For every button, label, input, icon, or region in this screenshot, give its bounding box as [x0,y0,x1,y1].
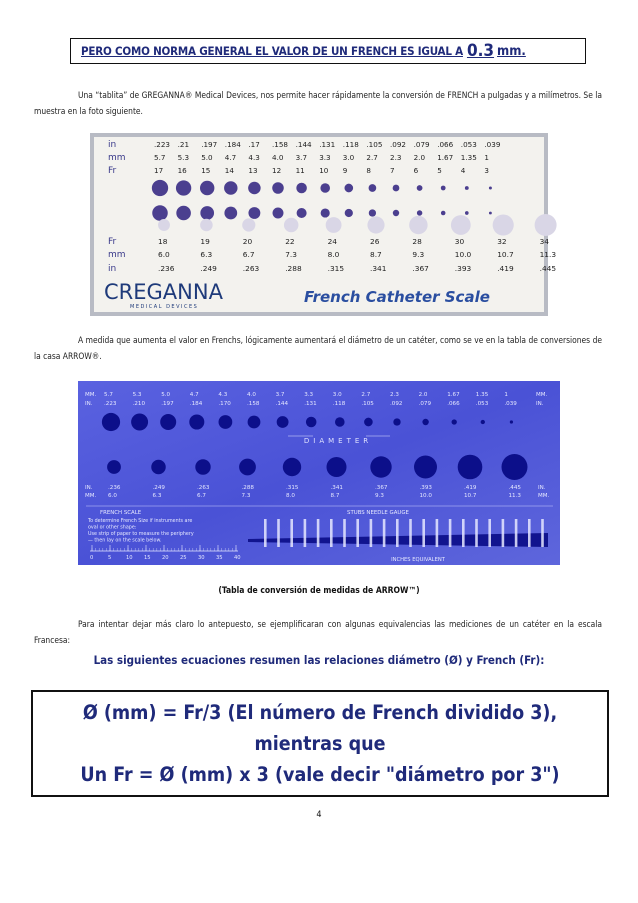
creganna-label-bottom: Fr [108,237,117,247]
creganna-dot-top [441,186,446,191]
creganna-value-bottom: 7.3 [285,250,297,259]
arrow-value-mm: 4.7 [189,392,199,398]
creganna-value: 1 [484,153,489,162]
arrow-value-mm-bottom: 6.7 [197,493,206,499]
creganna-dot-top [200,181,214,195]
ruler-tick-label: 40 [234,555,241,561]
creganna-dot-top [369,184,377,192]
creganna-dot-top-row2 [273,208,284,219]
arrow-value-in: .079 [418,401,432,407]
arrow-dot-top [306,417,317,428]
creganna-value-bottom: .249 [200,264,217,273]
arrow-scale-photo [78,381,560,565]
ruler-tick-label: 5 [108,555,112,561]
arrow-value-in: .170 [218,401,231,407]
paragraph-example [34,616,602,648]
creganna-label-top: Fr [108,166,117,176]
creganna-dot-top-row2 [152,205,168,221]
creganna-value-bottom: 6.7 [242,250,255,259]
needle-gauge-title: STUBS NEEDLE GAUGE [347,510,409,516]
needle-gauge-mark [317,519,320,547]
arrow-value-in-bottom: .445 [508,485,521,491]
creganna-value: .092 [390,140,407,149]
creganna-value: .053 [460,140,477,149]
creganna-dot-top-row2 [465,211,469,215]
arrow-value-mm: 1.67 [447,392,460,398]
creganna-value: 5.7 [154,153,166,162]
arrow-value-in: .053 [475,401,489,407]
equations-box [31,690,609,797]
arrow-value-mm: 2.3 [390,392,399,398]
creganna-value: 17 [154,166,164,175]
arrow-value-mm: 3.0 [332,392,342,398]
creganna-dot-bottom [326,217,342,233]
creganna-value: 12 [272,166,282,175]
creganna-value-bottom: 26 [370,237,380,246]
creganna-value: 3 [484,166,489,175]
creganna-value-bottom: 24 [327,237,338,246]
creganna-dot-top [224,181,237,194]
creganna-value-bottom: 10.7 [497,250,514,259]
creganna-value-bottom: 34 [539,237,550,246]
needle-gauge-mark [409,519,412,547]
equation-diameter: Ø (mm) = Fr/3 (El número de French dividido 3), [82,701,558,724]
needle-gauge-mark [383,519,386,547]
creganna-value: .131 [319,140,336,149]
arrow-value-mm: 3.7 [275,392,285,398]
arrow-dot-top [393,418,400,425]
section-heading [70,38,586,64]
arrow-dot-bottom [370,456,391,477]
arrow-dot-bottom [195,459,210,474]
needle-gauge-mark [528,519,531,547]
creganna-value: .21 [177,140,190,149]
arrow-value-mm-bottom: 11.3 [508,493,521,499]
creganna-label-bottom: in [108,264,117,274]
arrow-dot-top [219,415,233,429]
creganna-value: .184 [224,140,241,149]
creganna-dot-top-row2 [248,207,260,219]
creganna-value-bottom: 10.0 [454,250,472,259]
ruler-tick-label: 30 [198,555,205,561]
creganna-logo-subtitle: MEDICAL DEVICES [130,304,199,310]
arrow-dot-bottom [283,458,301,476]
needle-gauge-mark [462,519,465,547]
ruler-tick-label: 10 [126,555,133,561]
arrow-value-in: .066 [447,401,460,407]
creganna-dot-top-row2 [393,210,399,216]
french-scale-instruction: oval or other shape: [88,525,137,531]
creganna-value: .158 [272,140,289,149]
french-scale-instruction: — then lay on the scale below. [88,538,162,544]
needle-gauge-mark [290,519,293,547]
creganna-dot-bottom [242,218,255,231]
arrow-value-in-bottom: .419 [464,485,477,491]
creganna-dot-top [176,180,191,195]
paragraph-arrow-text: A medida que aumenta el valor en Frenchs, lógicamente aumentará el diámetro de un catéter, como se ve en la tabla de conversiones de la casa ARROW®. [34,335,602,361]
arrow-label-mm-bottom: MM. [85,493,97,499]
creganna-dot-top [489,187,492,190]
creganna-value: 5.0 [201,153,213,162]
creganna-value: 16 [177,166,187,175]
creganna-dot-top-row2 [176,206,191,221]
arrow-label-in: IN. [85,401,93,407]
arrow-value-in-bottom: .236 [108,485,121,491]
paragraph-creganna-text: Una “tablita” de GREGANNA® Medical Devices, nos permite hacer rápidamente la conversión de FRENCH a pulgadas y a milímetros. Se la muestra en la foto siguiente. [34,90,602,116]
ruler-tick-label: 15 [144,555,151,561]
arrow-value-mm: 1 [504,392,508,398]
creganna-value: 1.67 [437,153,454,162]
creganna-value: 1.35 [460,153,477,162]
arrow-dot-bottom [326,457,346,477]
arrow-value-mm-bottom: 7.3 [241,493,251,499]
creganna-scale-photo [90,133,557,316]
creganna-value: 7 [390,166,395,175]
arrow-value-mm: 5.3 [132,392,142,398]
creganna-value-bottom: .445 [539,264,557,273]
creganna-dot-top-row2 [321,208,330,217]
creganna-dot-top-row2 [369,209,376,216]
ruler-tick-label: 35 [216,555,223,561]
arrow-value-mm-bottom: 6.0 [108,493,117,499]
creganna-value: .066 [437,140,454,149]
creganna-value: .197 [201,140,218,149]
inches-equivalent-label: INCHES EQUIVALENT [391,557,445,563]
creganna-value-bottom: 28 [412,237,422,246]
heading-value: 0.3 [466,41,495,61]
creganna-label-top: mm [108,153,126,163]
creganna-logo-text: CREGANNA [104,280,223,304]
creganna-value: 13 [248,166,258,175]
creganna-value: 4.0 [272,153,284,162]
creganna-value: 15 [201,166,211,175]
creganna-dot-top-row2 [345,209,353,217]
arrow-value-in: .210 [132,401,146,407]
arrow-value-mm-bottom: 10.0 [419,493,432,499]
creganna-dot-bottom [409,216,427,234]
arrow-value-mm: 2.7 [361,392,371,398]
creganna-label-top: in [108,140,117,150]
arrow-value-mm: 3.3 [304,392,314,398]
creganna-dot-bottom [535,214,557,236]
creganna-value: 5.3 [177,153,190,162]
ruler-tick-label: 0 [90,555,94,561]
creganna-value: 6 [413,166,419,175]
needle-gauge-mark [541,519,544,547]
arrow-value-mm: 5.7 [104,392,113,398]
arrow-dot-top [364,418,373,427]
creganna-value: 3.7 [295,153,308,162]
arrow-value-in-bottom: .315 [286,485,299,491]
creganna-dot-top [272,182,284,194]
creganna-value-bottom: 19 [200,237,210,246]
creganna-value-bottom: 22 [285,237,295,246]
arrow-dot-bottom [502,454,528,480]
arrow-dot-bottom [239,459,256,476]
arrow-value-mm: 4.3 [218,392,228,398]
creganna-value: .144 [295,140,312,149]
creganna-dot-bottom [200,219,213,232]
creganna-value-bottom: .288 [285,264,302,273]
arrow-value-mm-bottom: 10.7 [464,493,477,499]
paragraph-creganna [34,87,602,119]
arrow-value-in: .131 [304,401,317,407]
arrow-dot-bottom [151,460,165,474]
ruler-tick-label: 25 [180,555,187,561]
creganna-dot-top [417,185,423,191]
creganna-value: 9 [342,166,348,175]
creganna-value-bottom: 32 [497,237,507,246]
creganna-value: 2.0 [413,153,426,162]
arrow-value-in: .144 [275,401,289,407]
needle-gauge-mark [436,519,439,547]
arrow-value-mm: 4.0 [247,392,256,398]
equations-subheading: Las siguientes ecuaciones resumen las relaciones diámetro (Ø) y French (Fr): [93,653,545,667]
arrow-dot-top [102,413,120,431]
arrow-value-mm: 5.0 [161,392,171,398]
creganna-dot-top [152,180,168,196]
creganna-value-bottom: 18 [158,237,168,246]
needle-gauge-mark [264,519,267,547]
creganna-dot-top [393,185,400,192]
arrow-label-mm-bottom-right: MM. [538,493,550,499]
creganna-dot-top-row2 [489,212,492,215]
arrow-value-in: .092 [390,401,403,407]
french-scale-instruction: Use strip of paper to measure the periphery [88,532,194,537]
creganna-dot-top [344,184,353,193]
arrow-value-mm-bottom: 8.0 [286,493,295,499]
arrow-value-in: .118 [332,401,346,407]
needle-gauge-mark [370,519,373,547]
heading-unit: mm. [497,43,526,59]
arrow-value-in-bottom: .341 [330,485,343,491]
creganna-dot-bottom [158,219,170,231]
creganna-dot-top [248,182,260,194]
creganna-value: 4.7 [224,153,237,162]
arrow-value-mm: 1.35 [475,392,489,398]
needle-gauge-mark [515,519,518,547]
arrow-dot-top [510,420,513,423]
arrow-value-in: .184 [189,401,203,407]
arrow-value-mm-bottom: 8.7 [330,493,340,499]
creganna-label-bottom: mm [108,250,126,260]
needle-gauge-mark [502,519,505,547]
creganna-dot-top-row2 [224,207,237,220]
creganna-value-bottom: 11.3 [539,250,557,259]
needle-gauge-mark [304,519,307,547]
arrow-dot-bottom [458,455,483,480]
figure-caption: (Tabla de conversión de medidas de ARROW™) [218,586,420,596]
needle-gauge-mark [422,519,425,547]
arrow-dot-top [481,420,485,424]
creganna-value-bottom: 6.0 [158,250,170,259]
arrow-value-in: .197 [161,401,174,407]
heading-text: PERO COMO NORMA GENERAL EL VALOR DE UN FRENCH ES IGUAL A [81,44,463,58]
creganna-value-bottom: 6.3 [200,250,213,259]
arrow-dot-top [452,419,457,424]
arrow-dot-top [160,414,176,430]
creganna-dot-top-row2 [297,208,307,218]
creganna-dot-top [465,186,469,190]
creganna-dot-top-row2 [200,206,214,220]
needle-gauge-mark [343,519,346,547]
arrow-value-in-bottom: .288 [241,485,254,491]
creganna-value: 8 [366,166,371,175]
creganna-value-bottom: .236 [158,264,175,273]
creganna-value: 3.3 [319,153,331,162]
creganna-value: 2.3 [390,153,402,162]
arrow-label-mm-right: MM. [536,392,548,398]
equation-french: Un Fr = Ø (mm) x 3 (vale decir "diámetro por 3") [80,763,560,786]
needle-gauge-mark [330,519,333,547]
creganna-dot-top [320,183,330,193]
creganna-value-bottom: 30 [454,237,465,246]
page-number: 4 [316,810,322,820]
creganna-value: 14 [224,166,234,175]
creganna-dot-top [296,183,307,194]
creganna-value-bottom: 8.0 [327,250,340,259]
arrow-dot-bottom [414,456,437,479]
arrow-dot-top [189,414,204,429]
arrow-dot-bottom [107,460,121,474]
creganna-value-bottom: .393 [454,264,472,273]
french-scale-title: FRENCH SCALE [100,510,142,516]
needle-gauge-mark [475,519,478,547]
creganna-value-bottom: .367 [412,264,429,273]
arrow-value-in-bottom: .393 [419,485,432,491]
creganna-value: 11 [295,166,305,175]
needle-gauge-mark [488,519,491,547]
arrow-value-mm: 2.0 [418,392,428,398]
arrow-dot-top [335,417,345,427]
arrow-value-in-bottom: .263 [197,485,210,491]
needle-gauge-mark [396,519,399,547]
arrow-dot-top [131,414,148,431]
creganna-value: .223 [154,140,171,149]
creganna-value: .079 [413,140,430,149]
creganna-value: 4 [460,166,466,175]
creganna-value-bottom: .341 [370,264,387,273]
creganna-dot-top-row2 [417,210,422,215]
arrow-value-in-bottom: .367 [375,485,388,491]
creganna-value: 4.3 [248,153,260,162]
creganna-dot-top-row2 [441,211,446,216]
needle-gauge-mark [449,519,452,547]
arrow-value-in: .039 [504,401,517,407]
equation-connector: mientras que [254,732,386,755]
creganna-dot-bottom [493,214,514,235]
arrow-value-in: .105 [361,401,374,407]
creganna-value-bottom: .315 [327,264,345,273]
creganna-value-bottom: 8.7 [370,250,382,259]
arrow-dot-top [248,416,261,429]
creganna-value: .118 [342,140,359,149]
arrow-value-mm-bottom: 9.3 [375,493,384,499]
arrow-value-mm-bottom: 6.3 [152,493,162,499]
creganna-value: .17 [248,140,260,149]
arrow-label-in-bottom: IN. [85,485,93,491]
creganna-value: .105 [366,140,383,149]
creganna-dot-bottom [367,216,384,233]
creganna-value-bottom: 20 [242,237,253,246]
creganna-scale-title: French Catheter Scale [304,288,490,306]
creganna-dot-bottom [284,218,299,233]
french-scale-instruction: To determine French Size if instruments are [88,519,193,524]
creganna-value: 5 [437,166,442,175]
arrow-diameter-label: DIAMETER [303,437,373,445]
needle-gauge-mark [356,519,359,547]
arrow-label-in-right: IN. [536,401,544,407]
ruler-tick-label: 20 [162,555,169,561]
creganna-value: 2.7 [366,153,378,162]
arrow-label-in-bottom-right: IN. [538,485,546,491]
arrow-value-in-bottom: .249 [152,485,165,491]
creganna-dot-bottom [451,215,471,235]
paragraph-example-text: Para intentar dejar más claro lo antepuesto, se ejemplificaran con algunas equivalencias las mediciones de un catéter en la escala Francesa: [34,619,602,645]
creganna-value: 3.0 [342,153,355,162]
arrow-value-in: .223 [104,401,117,407]
needle-gauge-mark [277,519,280,547]
creganna-value: .039 [484,140,501,149]
arrow-value-in: .158 [247,401,260,407]
creganna-value: 10 [319,166,329,175]
creganna-value-bottom: .263 [242,264,260,273]
creganna-value-bottom: .419 [497,264,514,273]
arrow-dot-top [277,416,289,428]
arrow-dot-top [422,419,428,425]
arrow-label-mm: MM. [85,392,97,398]
paragraph-arrow [34,332,602,364]
creganna-value-bottom: 9.3 [412,250,425,259]
